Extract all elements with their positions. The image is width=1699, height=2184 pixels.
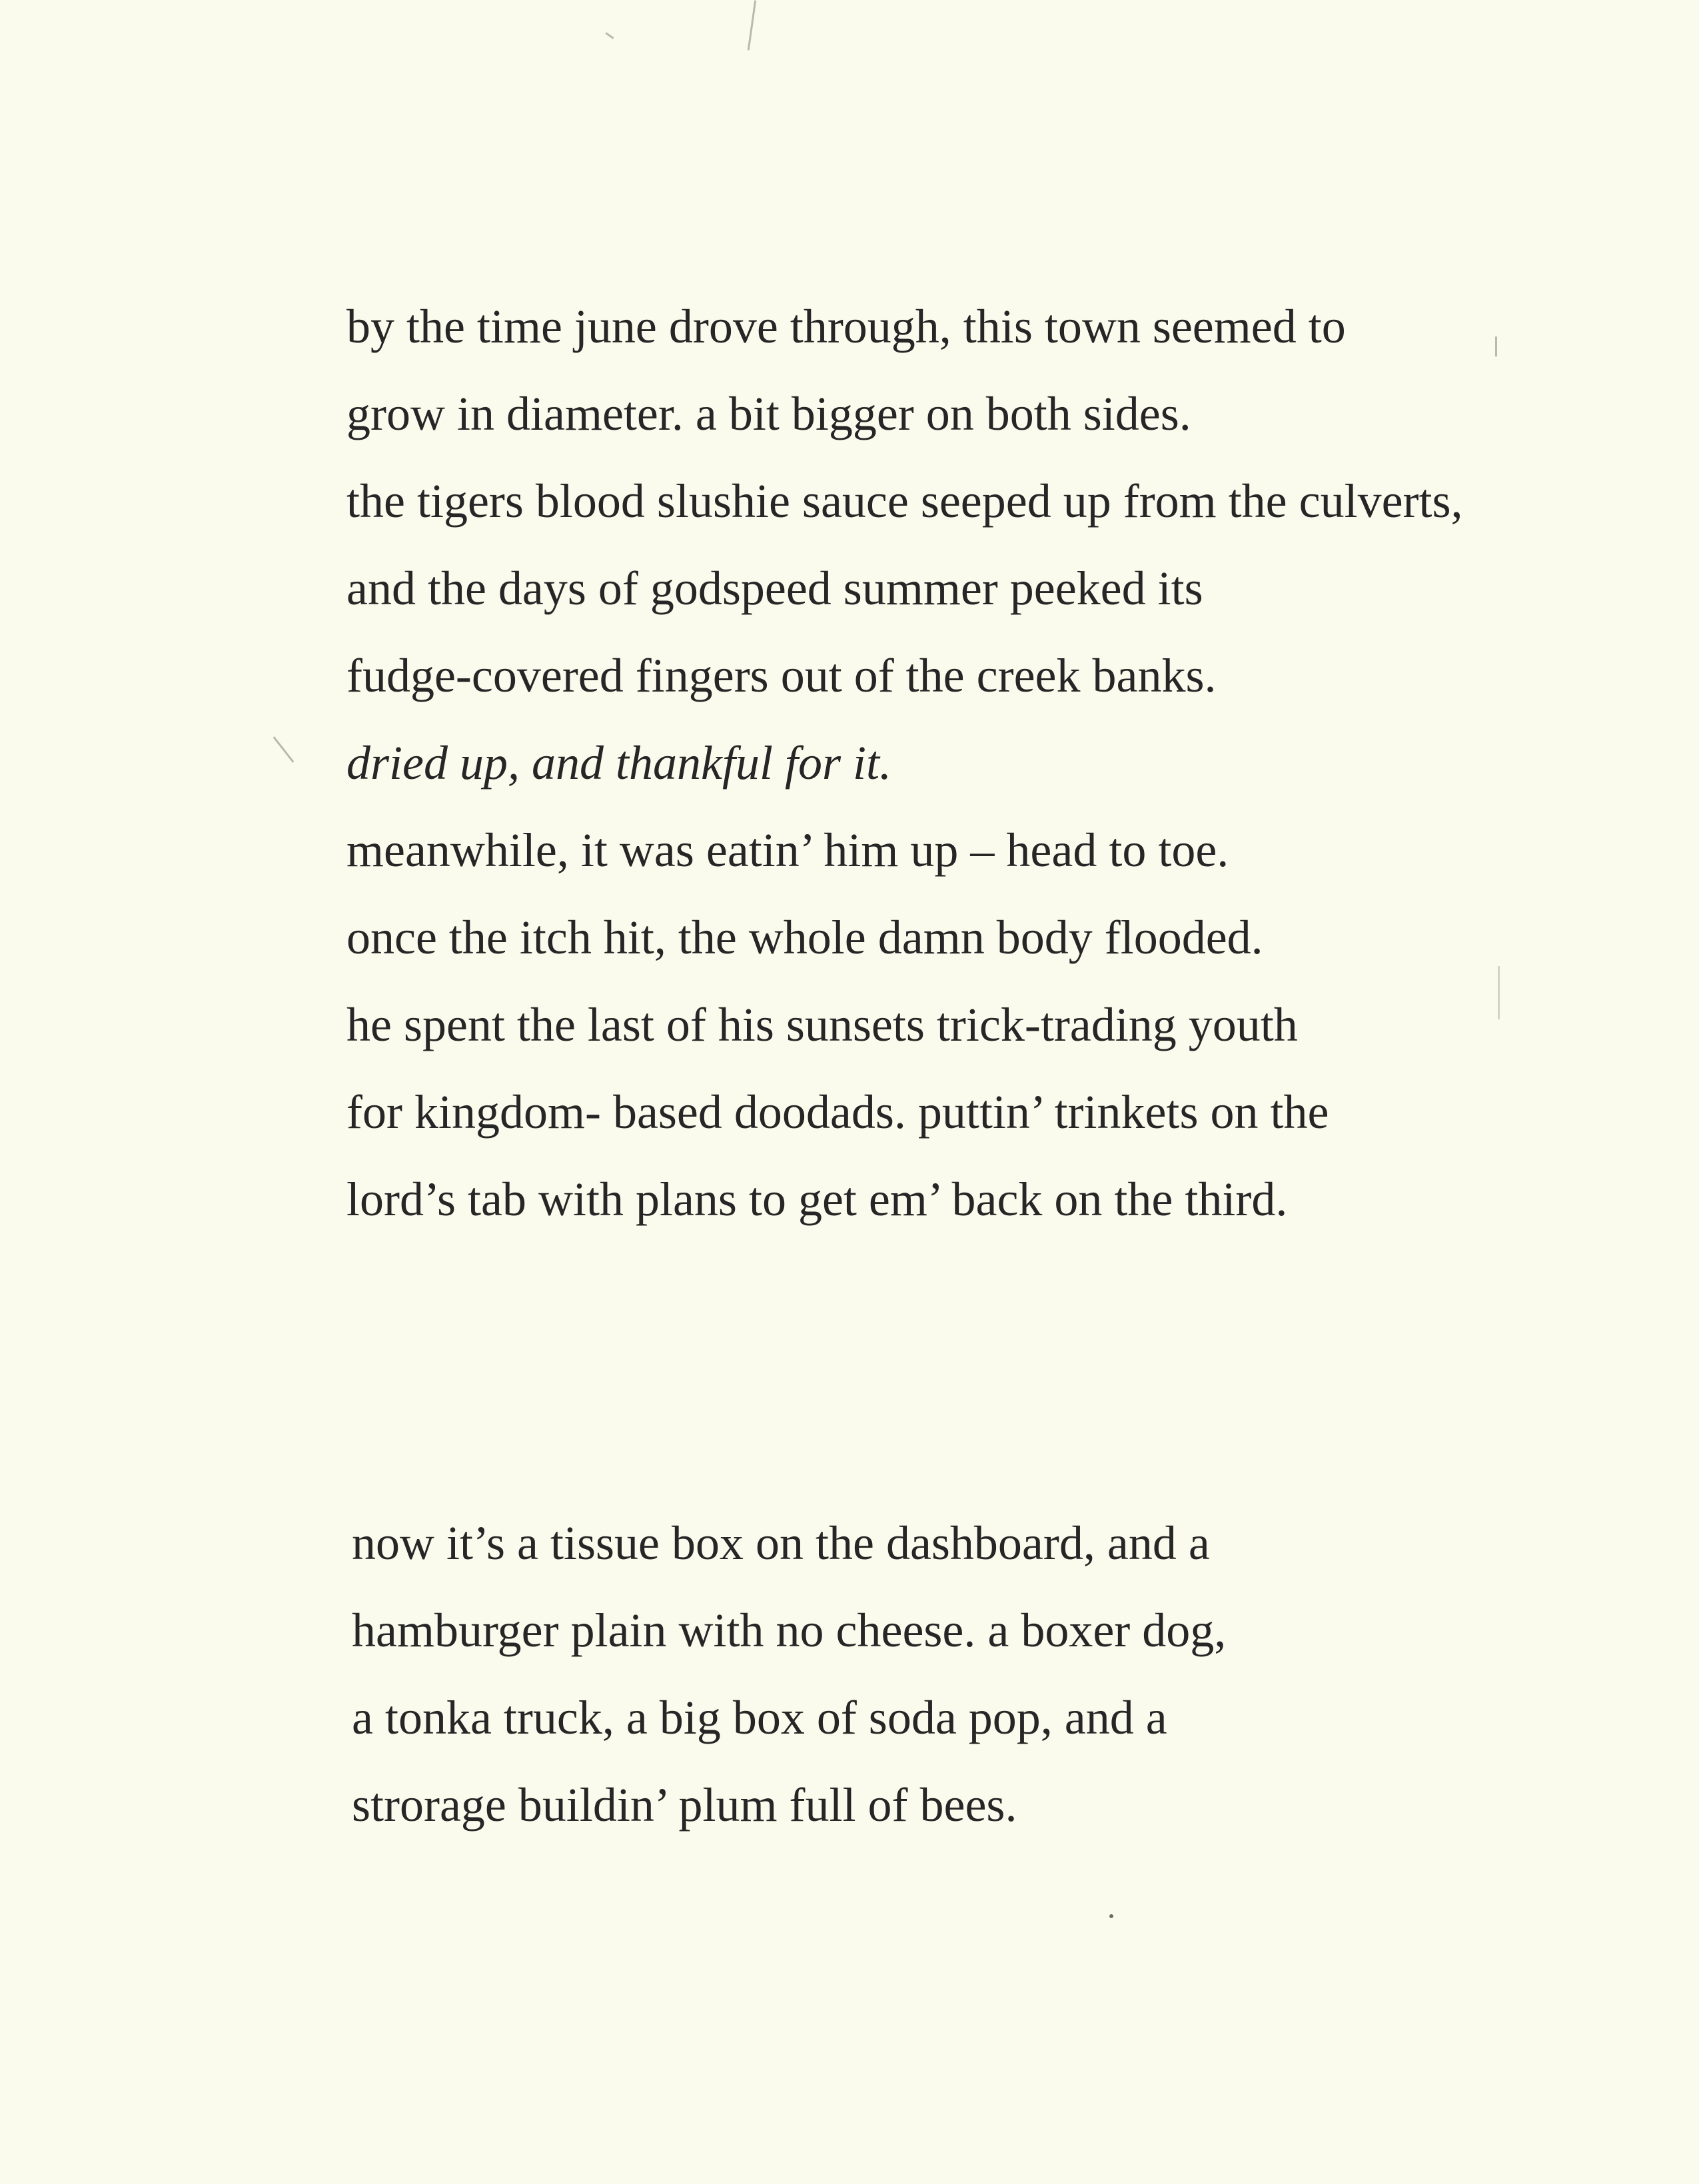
scan-mark — [1498, 966, 1500, 1019]
scan-mark — [273, 736, 294, 763]
poem-line-italic: dried up, and thankful for it. — [346, 736, 891, 790]
poem-line: the tigers blood slushie sauce seeped up from the culverts, — [346, 474, 1463, 528]
poem-line: by the time june drove through, this town seemed to — [346, 300, 1346, 353]
scan-speck — [1109, 1914, 1113, 1918]
poem-line: once the itch hit, the whole damn body flooded. — [346, 911, 1263, 964]
poem-line: now it’s a tissue box on the dashboard, and a — [352, 1516, 1210, 1570]
scan-mark — [605, 32, 614, 39]
poem-line: for kingdom- based doodads. puttin’ trinkets on the — [346, 1085, 1329, 1139]
poem-line: a tonka truck, a big box of soda pop, and a — [352, 1691, 1167, 1744]
poem-line: he spent the last of his sunsets trick-trading youth — [346, 998, 1298, 1051]
poem-line: fudge-covered fingers out of the creek banks. — [346, 649, 1217, 702]
poem-line: grow in diameter. a bit bigger on both sides. — [346, 387, 1191, 440]
poem-stanza-1 — [346, 283, 1463, 1243]
poem-line: meanwhile, it was eatin’ him up – head to toe. — [346, 823, 1229, 877]
poem-line: and the days of godspeed summer peeked its — [346, 562, 1203, 615]
poem-line: strorage buildin’ plum full of bees. — [352, 1778, 1017, 1832]
poem-line: lord’s tab with plans to get em’ back on the third. — [346, 1173, 1288, 1226]
scan-mark — [748, 0, 757, 51]
poem-stanza-2 — [352, 1500, 1226, 1849]
scan-mark — [1495, 336, 1497, 356]
poem-line: hamburger plain with no cheese. a boxer dog, — [352, 1604, 1227, 1657]
